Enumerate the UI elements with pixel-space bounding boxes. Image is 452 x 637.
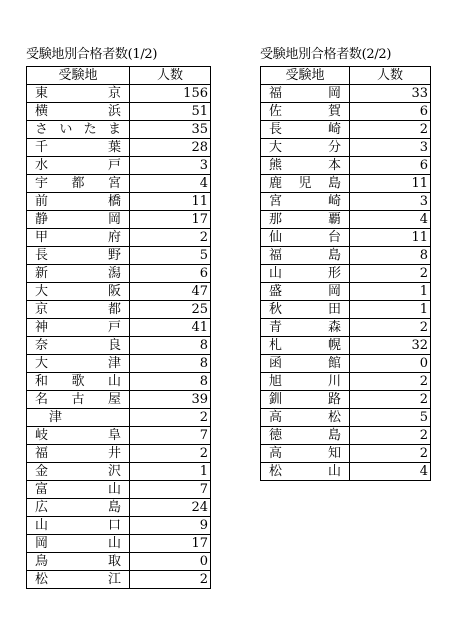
table-row [261,85,431,103]
count-cell: 24 [130,499,211,517]
count-cell: 11 [350,229,431,247]
count-cell: 0 [350,355,431,373]
table-header-row [261,67,431,85]
count-cell: 32 [350,337,431,355]
table-header-row [27,67,211,85]
table-row [261,175,431,193]
table-row [27,499,211,517]
exam-site-cell: 釧 路 [261,391,350,409]
table-row [27,517,211,535]
exam-site-cell: 岡 山 [27,535,130,553]
table-row [27,535,211,553]
table-row [261,337,431,355]
count-cell: 3 [130,157,211,175]
table-row [27,553,211,571]
table-row [27,265,211,283]
header-count: 人数 [130,67,211,85]
right-table-block [260,44,431,481]
exam-site-cell: 和歌山 [27,373,130,391]
table-row [261,157,431,175]
exam-site-cell: 仙 台 [261,229,350,247]
exam-site-cell: 函 館 [261,355,350,373]
exam-site-cell: 那 覇 [261,211,350,229]
exam-site-cell: 神 戸 [27,319,130,337]
table-row [27,211,211,229]
exam-site-cell: 大 津 [27,355,130,373]
left-results-table [26,66,211,589]
table-row [261,319,431,337]
exam-site-cell: 佐 賀 [261,103,350,121]
table-row [27,121,211,139]
count-cell: 4 [350,211,431,229]
exam-site-cell: 水 戸 [27,157,130,175]
exam-site-cell: 千 葉 [27,139,130,157]
exam-site-cell: 長 崎 [261,121,350,139]
exam-site-cell: さいたま [27,121,130,139]
exam-site-cell: 盛 岡 [261,283,350,301]
count-cell: 2 [350,391,431,409]
count-cell: 1 [350,283,431,301]
table-row [27,409,211,427]
count-cell: 6 [130,265,211,283]
right-table-caption: 受験地別合格者数(2/2) [260,47,392,62]
count-cell: 41 [130,319,211,337]
table-row [261,373,431,391]
table-row [261,103,431,121]
exam-site-cell: 山 口 [27,517,130,535]
table-row [27,175,211,193]
count-cell: 9 [130,517,211,535]
exam-site-cell: 横 浜 [27,103,130,121]
exam-site-cell: 広 島 [27,499,130,517]
count-cell: 1 [350,301,431,319]
exam-site-cell: 熊 本 [261,157,350,175]
header-exam-site: 受験地 [27,67,130,85]
count-cell: 4 [130,175,211,193]
count-cell: 1 [130,463,211,481]
table-row [27,391,211,409]
count-cell: 11 [350,175,431,193]
exam-site-cell: 富 山 [27,481,130,499]
table-row [27,85,211,103]
exam-site-cell: 大 分 [261,139,350,157]
count-cell: 0 [130,553,211,571]
count-cell: 2 [350,427,431,445]
exam-site-cell: 松 江 [27,571,130,589]
table-row [261,265,431,283]
table-row [27,139,211,157]
count-cell: 35 [130,121,211,139]
count-cell: 25 [130,301,211,319]
table-row [27,445,211,463]
count-cell: 33 [350,85,431,103]
count-cell: 3 [350,139,431,157]
table-row [27,481,211,499]
exam-site-cell: 岐 阜 [27,427,130,445]
table-row [261,301,431,319]
exam-site-cell: 秋 田 [261,301,350,319]
count-cell: 7 [130,427,211,445]
count-cell: 156 [130,85,211,103]
count-cell: 51 [130,103,211,121]
count-cell: 8 [350,247,431,265]
exam-site-cell: 大 阪 [27,283,130,301]
exam-site-cell: 高 知 [261,445,350,463]
exam-site-cell: 東 京 [27,85,130,103]
table-row [261,139,431,157]
table-row [261,355,431,373]
table-row [261,409,431,427]
right-table-body [261,85,431,481]
count-cell: 2 [130,229,211,247]
exam-site-cell: 甲 府 [27,229,130,247]
exam-site-cell: 京 都 [27,301,130,319]
table-row [261,121,431,139]
exam-site-cell: 札 幌 [261,337,350,355]
count-cell: 6 [350,157,431,175]
table-row [261,445,431,463]
header-count: 人数 [350,67,431,85]
table-row [261,463,431,481]
exam-site-cell: 高 松 [261,409,350,427]
table-row [27,283,211,301]
count-cell: 2 [350,121,431,139]
table-row [261,229,431,247]
table-row [27,319,211,337]
exam-site-cell: 新 潟 [27,265,130,283]
exam-site-cell: 山 形 [261,265,350,283]
table-row [261,427,431,445]
table-row [261,211,431,229]
count-cell: 47 [130,283,211,301]
count-cell: 5 [350,409,431,427]
count-cell: 8 [130,355,211,373]
exam-site-cell: 前 橋 [27,193,130,211]
table-row [27,301,211,319]
count-cell: 11 [130,193,211,211]
count-cell: 17 [130,535,211,553]
exam-site-cell: 青 森 [261,319,350,337]
count-cell: 4 [350,463,431,481]
exam-site-cell: 徳 島 [261,427,350,445]
count-cell: 2 [130,409,211,427]
table-row [27,337,211,355]
count-cell: 2 [130,571,211,589]
count-cell: 28 [130,139,211,157]
left-table-body [27,85,211,589]
count-cell: 2 [350,373,431,391]
count-cell: 8 [130,373,211,391]
exam-site-cell: 松 山 [261,463,350,481]
exam-site-cell: 津 [27,409,130,427]
table-row [27,103,211,121]
exam-site-cell: 旭 川 [261,373,350,391]
count-cell: 8 [130,337,211,355]
count-cell: 5 [130,247,211,265]
count-cell: 2 [350,265,431,283]
exam-site-cell: 福 井 [27,445,130,463]
exam-site-cell: 宮 崎 [261,193,350,211]
left-table-block [26,44,211,589]
table-row [261,283,431,301]
count-cell: 6 [350,103,431,121]
count-cell: 2 [350,445,431,463]
count-cell: 2 [130,445,211,463]
count-cell: 17 [130,211,211,229]
exam-site-cell: 福 岡 [261,85,350,103]
exam-site-cell: 宇都宮 [27,175,130,193]
table-row [261,193,431,211]
table-row [27,427,211,445]
left-table-caption: 受験地別合格者数(1/2) [26,47,158,62]
right-results-table [260,66,431,481]
exam-site-cell: 鹿児島 [261,175,350,193]
table-row [27,355,211,373]
exam-site-cell: 奈 良 [27,337,130,355]
table-row [27,247,211,265]
table-row [261,247,431,265]
count-cell: 3 [350,193,431,211]
exam-site-cell: 静 岡 [27,211,130,229]
table-row [27,571,211,589]
table-row [27,157,211,175]
exam-site-cell: 福 島 [261,247,350,265]
table-row [27,373,211,391]
table-row [27,229,211,247]
header-exam-site: 受験地 [261,67,350,85]
table-row [261,391,431,409]
count-cell: 39 [130,391,211,409]
table-row [27,463,211,481]
exam-site-cell: 鳥 取 [27,553,130,571]
exam-site-cell: 長 野 [27,247,130,265]
count-cell: 7 [130,481,211,499]
exam-site-cell: 金 沢 [27,463,130,481]
exam-site-cell: 名古屋 [27,391,130,409]
table-row [27,193,211,211]
count-cell: 2 [350,319,431,337]
